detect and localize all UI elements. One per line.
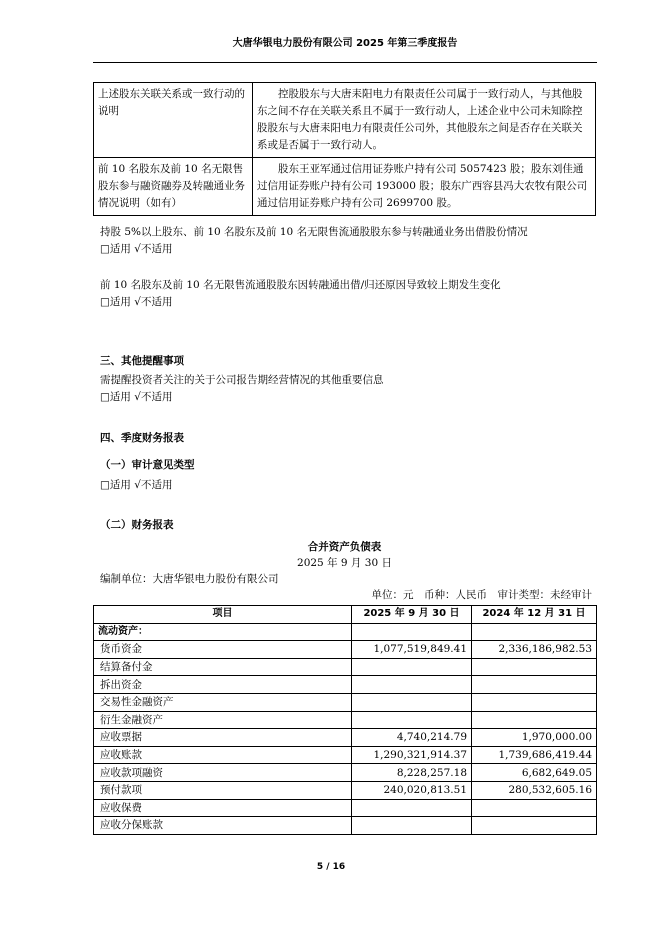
table-row [94, 158, 596, 216]
shareholder-relations-table [93, 82, 596, 216]
lending-change-text: 前 10 名股东及前 10 名无限售流通股股东因转融通出借/归还原因导致较上期发生变化 [100, 279, 501, 291]
row-item-label: 应收分保账款 [94, 817, 352, 835]
empty-cell [352, 623, 472, 641]
row-current-value: 4,740,214.79 [352, 729, 472, 747]
table-row [94, 764, 597, 782]
lending-change-option: □适用 √不适用 [100, 296, 173, 308]
row-item-label: 应收款项融资 [94, 764, 352, 782]
section-3-option: □适用 √不适用 [100, 391, 173, 403]
section-3-text: 需提醒投资者关注的关于公司报告期经营情况的其他重要信息 [100, 374, 384, 386]
row-content: 控股股东与大唐耒阳电力有限责任公司属于一致行动人，与其他股东之间不存在关联关系且不属于一致行动人，上述企业中公司未知除控股股东与大唐耒阳电力有限责任公司外，其他股东之间是否存在关联关系或是否属于一致行动人。 [253, 83, 596, 158]
statement-date: 2025 年 9 月 30 日 [297, 557, 392, 569]
table-row [94, 693, 597, 711]
table-row [94, 781, 597, 799]
page-header: 大唐华银电力股份有限公司 2025 年第三季度报告 [232, 38, 458, 49]
audit-opinion-heading: （一）审计意见类型 [100, 459, 195, 471]
row-item-label: 拆出资金 [94, 676, 352, 694]
statement-title: 合并资产负债表 [307, 541, 382, 553]
page-number: 5 / 16 [316, 862, 346, 872]
table-row [94, 83, 596, 158]
table-row [94, 658, 597, 676]
row-prior-value: 2,336,186,982.53 [472, 641, 597, 659]
table-header-row [94, 606, 597, 624]
row-current-value [352, 676, 472, 694]
row-item-label: 结算备付金 [94, 658, 352, 676]
row-prior-value [472, 658, 597, 676]
table-row [94, 711, 597, 729]
header-divider [93, 62, 597, 63]
section-3-heading: 三、其他提醒事项 [100, 355, 184, 367]
table-row [94, 729, 597, 747]
row-item-label: 应收账款 [94, 746, 352, 764]
row-prior-value: 6,682,649.05 [472, 764, 597, 782]
section-row [94, 623, 597, 641]
column-header-prior: 2024 年 12 月 31 日 [472, 606, 597, 624]
audit-opinion-option: □适用 √不适用 [100, 479, 173, 491]
row-label: 上述股东关联关系或一致行动的说明 [94, 83, 253, 158]
statement-preparer: 编制单位：大唐华银电力股份有限公司 [100, 573, 279, 585]
row-current-value [352, 799, 472, 817]
row-current-value: 1,077,519,849.41 [352, 641, 472, 659]
row-item-label: 预付款项 [94, 781, 352, 799]
row-item-label: 衍生金融资产 [94, 711, 352, 729]
row-label: 前 10 名股东及前 10 名无限售股东参与融资融券及转融通业务情况说明（如有） [94, 158, 253, 216]
row-item-label: 应收保费 [94, 799, 352, 817]
row-item-label: 交易性金融资产 [94, 693, 352, 711]
row-current-value: 8,228,257.18 [352, 764, 472, 782]
row-prior-value: 280,532,605.16 [472, 781, 597, 799]
table-row [94, 676, 597, 694]
row-content: 股东王亚军通过信用证券账户持有公司 5057423 股；股东刘佳通过信用证券账户持有公司 193000 股；股东广西容县冯大农牧有限公司通过信用证券账户持有公司 2699700 股。 [253, 158, 596, 216]
row-current-value [352, 658, 472, 676]
securities-lending-text: 持股 5%以上股东、前 10 名股东及前 10 名无限售流通股股东参与转融通业务出借股份情况 [100, 226, 528, 238]
empty-cell [472, 623, 597, 641]
row-current-value [352, 693, 472, 711]
financial-statements-heading: （二）财务报表 [100, 519, 174, 531]
section-4-heading: 四、季度财务报表 [100, 432, 184, 444]
table-row [94, 746, 597, 764]
row-current-value [352, 711, 472, 729]
securities-lending-option: □适用 √不适用 [100, 243, 173, 255]
row-prior-value [472, 817, 597, 835]
row-item-label: 应收票据 [94, 729, 352, 747]
row-prior-value: 1,970,000.00 [472, 729, 597, 747]
table-row [94, 641, 597, 659]
statement-units: 单位：元 币种：人民币 审计类型：未经审计 [371, 589, 592, 601]
table-row [94, 799, 597, 817]
row-prior-value [472, 693, 597, 711]
row-prior-value [472, 711, 597, 729]
row-current-value: 240,020,813.51 [352, 781, 472, 799]
column-header-item: 项目 [94, 606, 352, 624]
balance-sheet-table [93, 605, 597, 835]
row-item-label: 货币资金 [94, 641, 352, 659]
row-prior-value [472, 799, 597, 817]
row-current-value: 1,290,321,914.37 [352, 746, 472, 764]
row-prior-value [472, 676, 597, 694]
row-current-value [352, 817, 472, 835]
section-label: 流动资产： [94, 623, 352, 641]
row-prior-value: 1,739,686,419.44 [472, 746, 597, 764]
column-header-current: 2025 年 9 月 30 日 [352, 606, 472, 624]
table-row [94, 817, 597, 835]
